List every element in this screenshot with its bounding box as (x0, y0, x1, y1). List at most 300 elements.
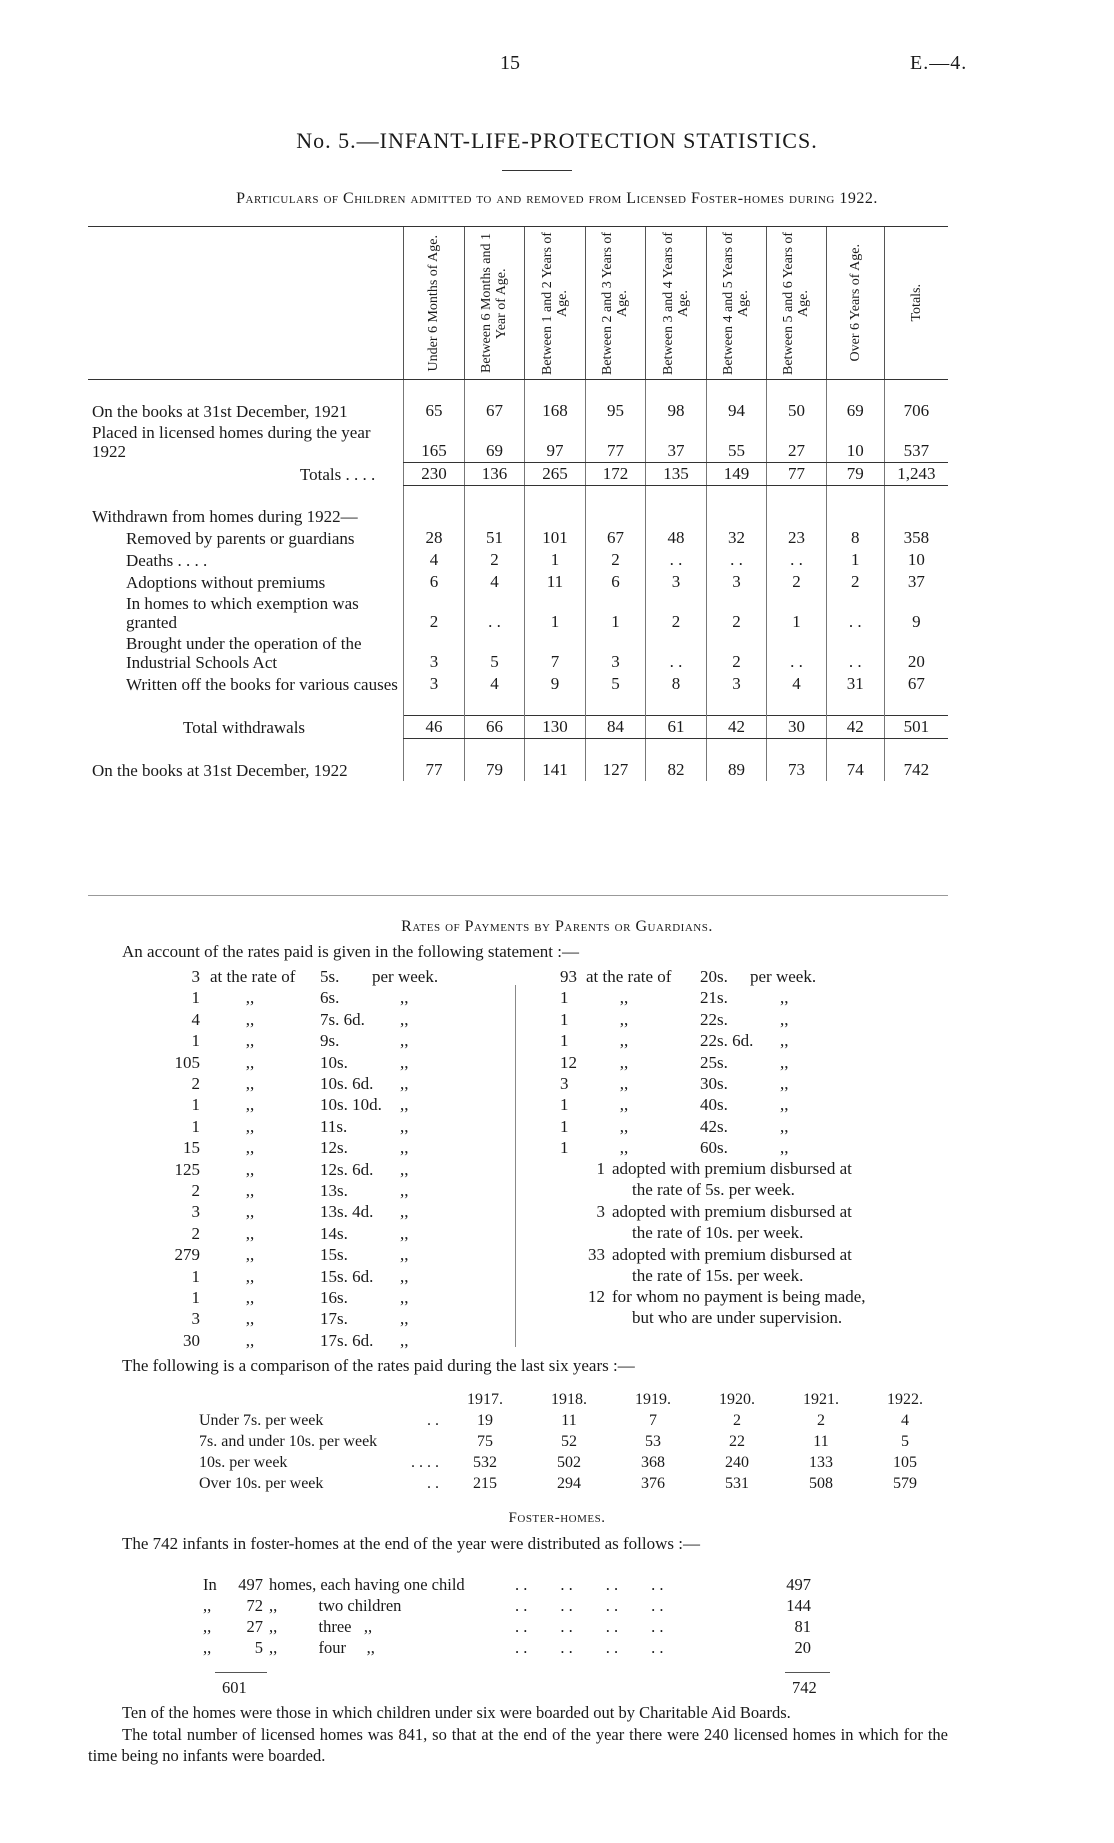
cell: 46 (404, 715, 465, 738)
sum-rule-right (785, 1672, 830, 1673)
foster-homes-table (200, 1574, 814, 1658)
rate-amount: 25s. (700, 1052, 728, 1072)
cell: 77 (767, 462, 826, 485)
rate-amount: 15s. 6d. (320, 1266, 374, 1286)
rates-intro: An account of the rates paid is given in the following statement :— (122, 942, 579, 961)
homes-desc: homes, each having one child (269, 1574, 465, 1594)
cell: 94 (706, 400, 767, 422)
comparison-table (195, 1389, 947, 1494)
rate-amount: 60s. (700, 1138, 728, 1158)
rate-count: 2 (191, 1223, 200, 1243)
prefix: ,, (203, 1595, 212, 1615)
cell: 95 (585, 400, 646, 422)
cell: 2 (646, 593, 707, 633)
rate-ditto: ,, (245, 1116, 255, 1136)
cell: 358 (884, 527, 948, 549)
col-header-8: Totals. (884, 227, 948, 380)
rate-entry (150, 1201, 510, 1222)
note-line-1: adopted with premium disbursed at (612, 1201, 852, 1221)
cell: 20 (884, 633, 948, 673)
row-total: 144 (786, 1595, 811, 1615)
totals-row (88, 462, 948, 485)
header-row (88, 227, 948, 380)
prefix: ,, (203, 1637, 212, 1657)
rate-ditto: ,, (619, 1052, 629, 1072)
leader-dots: . . . . . . . . (515, 1595, 664, 1615)
cell: 2 (826, 571, 884, 593)
rate-ditto: ,, (780, 1031, 789, 1051)
row-label: 7s. and under 10s. per week (199, 1432, 378, 1450)
cell: 168 (525, 400, 586, 422)
table-row (200, 1595, 814, 1616)
cell: 55 (706, 422, 767, 462)
cell: 1 (767, 593, 826, 633)
cell: 19 (477, 1411, 493, 1429)
rate-ditto: ,, (400, 988, 409, 1008)
rate-note (560, 1286, 950, 1329)
cell: 4 (404, 549, 465, 571)
rate-amount: 10s. (320, 1052, 348, 1072)
rate-ditto: ,, (245, 1159, 255, 1179)
note-line-2: the rate of 10s. per week. (632, 1222, 804, 1242)
rate-ditto: ,, (400, 1138, 409, 1158)
cell: 50 (767, 400, 826, 422)
col-header-2: Between 1 and 2 Years of Age. (525, 227, 586, 380)
cell: 66 (464, 715, 525, 738)
cell: 1 (585, 593, 646, 633)
rate-entry (560, 1137, 950, 1158)
rate-count: 2 (191, 1181, 200, 1200)
foster-homes-intro: The 742 infants in foster-homes at the end of the year were distributed as follows :— (122, 1534, 700, 1553)
cell: 136 (464, 462, 525, 485)
note-count: 3 (596, 1201, 605, 1221)
cell: 10 (884, 549, 948, 571)
rate-amount: 16s. (320, 1288, 348, 1307)
rate-count: 1 (191, 988, 200, 1008)
cell: . . (826, 633, 884, 673)
comparison-header-row (195, 1389, 947, 1410)
rate-entry (150, 966, 510, 987)
cell: 53 (645, 1432, 661, 1450)
sum-rule-left (215, 1672, 267, 1673)
table-row (195, 1452, 947, 1473)
rate-ditto: ,, (400, 1095, 409, 1115)
note-line-2: the rate of 15s. per week. (632, 1265, 804, 1285)
prefix: In (203, 1574, 217, 1594)
cell: 11 (813, 1432, 829, 1450)
rate-entry (150, 1266, 510, 1287)
rate-ditto: ,, (245, 1181, 255, 1200)
rate-entry (150, 987, 510, 1008)
cell: 52 (561, 1432, 577, 1450)
cell: 376 (641, 1474, 665, 1492)
page-number: 15 (500, 52, 520, 74)
rate-ditto: ,, (400, 1330, 409, 1350)
cell: 79 (826, 462, 884, 485)
cell: 42 (706, 715, 767, 738)
cell: 11 (525, 571, 586, 593)
cell: 6 (404, 571, 465, 593)
cell: 1,243 (884, 462, 948, 485)
cell: 97 (525, 422, 586, 462)
cell: 65 (404, 400, 465, 422)
row-label: Brought under the operation of the Industrial Schools Act (126, 633, 362, 672)
table-row (88, 400, 948, 422)
row-label: Total withdrawals (183, 718, 306, 737)
note-line-2: the rate of 5s. per week. (632, 1180, 795, 1199)
rate-entry (560, 1094, 950, 1115)
cell: 7 (649, 1411, 657, 1429)
table-bottom-rule (88, 895, 948, 896)
prefix: ,, (203, 1616, 212, 1636)
rate-count: 1 (191, 1288, 200, 1307)
cell: 4 (901, 1411, 909, 1429)
row-label: In homes to which exemption was granted (126, 593, 359, 632)
rate-amount: 9s. (320, 1031, 340, 1051)
cell: 74 (826, 759, 884, 781)
rate-entry (150, 1116, 510, 1137)
cell: 265 (525, 462, 586, 485)
rate-entry (150, 1223, 510, 1244)
row-total: 20 (794, 1637, 811, 1657)
cell: 706 (884, 400, 948, 422)
rate-count: 3 (191, 1309, 200, 1329)
cell: 2 (585, 549, 646, 571)
cell: 537 (884, 422, 948, 462)
rate-entry (150, 1330, 510, 1351)
cell: 69 (826, 400, 884, 422)
rate-entry (150, 1009, 510, 1030)
cell: 742 (884, 759, 948, 781)
cell: 230 (404, 462, 465, 485)
rate-ditto: ,, (780, 988, 789, 1008)
rate-count: 105 (174, 1052, 200, 1072)
cell: . . (646, 633, 707, 673)
table-row (88, 673, 948, 695)
cell: 105 (893, 1453, 917, 1471)
year-header: 1920. (719, 1390, 755, 1408)
table-row (88, 422, 948, 462)
rate-ditto: ,, (400, 1288, 409, 1307)
rate-per-week: per week. (750, 967, 817, 986)
statistics-table (88, 226, 948, 781)
leader-dots: . . . . . . . . (515, 1616, 664, 1636)
row-label: Adoptions without premiums (126, 572, 326, 592)
rate-count: 2 (191, 1074, 200, 1093)
cell: 172 (585, 462, 646, 485)
rate-at-label: at the rate of (586, 967, 672, 986)
rate-ditto: ,, (400, 1309, 409, 1329)
rate-ditto: ,, (619, 1138, 629, 1158)
cell: 42 (826, 715, 884, 738)
row-label: On the books at 31st December, 1922 (92, 760, 348, 780)
table-row (88, 549, 948, 571)
rate-per-week: per week. (372, 967, 439, 986)
year-header: 1918. (551, 1390, 587, 1408)
title-rule (502, 170, 572, 171)
rate-entry (560, 1116, 950, 1137)
cell: 77 (404, 759, 465, 781)
cell: 8 (826, 527, 884, 549)
cell: 27 (767, 422, 826, 462)
cell: 9 (525, 673, 586, 695)
rate-amount: 22s. (700, 1009, 728, 1029)
rate-ditto: ,, (400, 1202, 409, 1222)
rate-ditto: ,, (619, 1031, 629, 1051)
table-row (200, 1616, 814, 1637)
leader-dots: . . . . (411, 1453, 439, 1471)
cell: 2 (706, 633, 767, 673)
rate-count: 1 (191, 1095, 200, 1115)
rate-count: 1 (191, 1116, 200, 1136)
cell: 2 (706, 593, 767, 633)
leader-dots: . . (427, 1474, 439, 1492)
homes-count: 497 (238, 1574, 263, 1594)
rate-count: 93 (560, 967, 577, 986)
rate-count: 1 (560, 988, 569, 1008)
cell: 3 (646, 571, 707, 593)
page-title: No. 5.—INFANT-LIFE-PROTECTION STATISTICS. (296, 128, 818, 153)
rate-ditto: ,, (400, 1245, 409, 1265)
cell: 37 (646, 422, 707, 462)
homes-desc: ,, four ,, (269, 1637, 375, 1657)
cell: 4 (767, 673, 826, 695)
note-line-1: for whom no payment is being made, (612, 1287, 866, 1307)
cell: . . (767, 549, 826, 571)
cell: 75 (477, 1432, 493, 1450)
table-row (195, 1431, 947, 1452)
rate-amount: 10s. 6d. (320, 1074, 374, 1093)
cell: 10 (826, 422, 884, 462)
sum-homes: 601 (222, 1678, 247, 1697)
homes-desc: ,, two children (269, 1595, 402, 1615)
rate-ditto: ,, (245, 1009, 255, 1029)
rate-amount: 13s. (320, 1181, 348, 1200)
cell: 84 (585, 715, 646, 738)
cell: 77 (585, 422, 646, 462)
rate-ditto: ,, (780, 1009, 789, 1029)
note-line-2: but who are under supervision. (632, 1308, 843, 1328)
table-row (195, 1410, 947, 1431)
closing-paragraph-2: The total number of licensed homes was 841, so that at the end of the year there were 240 licensed homes in which for the time being no infants were boarded. (88, 1725, 948, 1765)
cell: 51 (464, 527, 525, 549)
on-books-end-row (88, 759, 948, 781)
row-label: Written off the books for various causes (126, 674, 398, 694)
comparison-intro: The following is a comparison of the rates paid during the last six years :— (122, 1356, 635, 1375)
cell: 165 (404, 422, 465, 462)
total-withdrawals-row (88, 715, 948, 738)
rates-column-divider (515, 985, 516, 1347)
rate-note (560, 1158, 950, 1201)
rate-entry (150, 1073, 510, 1094)
rate-amount: 12s. (320, 1138, 348, 1158)
rate-entry (150, 1287, 510, 1308)
rate-ditto: ,, (245, 988, 255, 1008)
rate-amount: 40s. (700, 1095, 728, 1115)
col-header-7: Over 6 Years of Age. (826, 227, 884, 380)
rate-entry (560, 1073, 950, 1094)
rate-amount: 30s. (700, 1074, 728, 1093)
cell: . . (826, 593, 884, 633)
cell: . . (464, 593, 525, 633)
cell: 240 (725, 1453, 749, 1471)
rate-ditto: ,, (245, 1052, 255, 1072)
table-row (88, 593, 948, 633)
cell: 368 (641, 1453, 665, 1471)
rate-ditto: ,, (780, 1138, 789, 1158)
cell: 127 (585, 759, 646, 781)
rate-amount: 22s. 6d. (700, 1031, 754, 1051)
rate-ditto: ,, (245, 1245, 255, 1265)
rate-entry (150, 1094, 510, 1115)
rate-count: 30 (183, 1330, 200, 1350)
rate-ditto: ,, (245, 1074, 255, 1093)
cell: 69 (464, 422, 525, 462)
cell: 22 (729, 1432, 745, 1450)
row-label: Under 7s. per week (199, 1411, 324, 1429)
rate-count: 3 (560, 1074, 569, 1093)
rate-count: 1 (560, 1138, 569, 1158)
cell: 48 (646, 527, 707, 549)
note-count: 12 (588, 1287, 605, 1307)
rate-entry (150, 1180, 510, 1201)
rate-count: 1 (191, 1266, 200, 1286)
cell: 3 (706, 571, 767, 593)
rate-count: 125 (174, 1159, 200, 1179)
rate-ditto: ,, (245, 1309, 255, 1329)
rate-count: 1 (560, 1116, 569, 1136)
table-row (88, 633, 948, 673)
rate-note (560, 1201, 950, 1244)
cell: 1 (826, 549, 884, 571)
cell: 3 (706, 673, 767, 695)
rate-entry (150, 1052, 510, 1073)
rate-entry (150, 1244, 510, 1265)
note-count: 33 (588, 1244, 605, 1264)
row-label: On the books at 31st December, 1921 (92, 402, 348, 421)
rate-ditto: ,, (245, 1095, 255, 1115)
col-header-5: Between 4 and 5 Years of Age. (706, 227, 767, 380)
rate-ditto: ,, (245, 1266, 255, 1286)
cell: 5 (901, 1432, 909, 1450)
rate-ditto: ,, (780, 1095, 789, 1115)
rate-entry (150, 1030, 510, 1051)
rate-ditto: ,, (619, 1009, 629, 1029)
rate-count: 1 (560, 1009, 569, 1029)
rate-count: 3 (191, 967, 200, 986)
cell: 2 (404, 593, 465, 633)
cell: 7 (525, 633, 586, 673)
cell: 4 (464, 571, 525, 593)
table-row (195, 1473, 947, 1494)
rate-amount: 20s. (700, 967, 728, 986)
cell: 8 (646, 673, 707, 695)
rate-amount: 10s. 10d. (320, 1095, 382, 1115)
rate-amount: 14s. (320, 1223, 348, 1243)
cell: 5 (585, 673, 646, 695)
rate-entry (560, 1052, 950, 1073)
rate-ditto: ,, (400, 1074, 409, 1093)
rate-ditto: ,, (619, 988, 629, 1008)
rate-ditto: ,, (400, 1009, 409, 1029)
row-total: 81 (794, 1616, 811, 1636)
rate-ditto: ,, (245, 1330, 255, 1350)
cell: 133 (809, 1453, 833, 1471)
cell: 4 (464, 673, 525, 695)
rate-ditto: ,, (780, 1052, 789, 1072)
cell: 89 (706, 759, 767, 781)
cell: 149 (706, 462, 767, 485)
rate-entry (560, 1009, 950, 1030)
rate-ditto: ,, (245, 1223, 255, 1243)
cell: 5 (464, 633, 525, 673)
homes-desc: ,, three ,, (269, 1616, 373, 1636)
cell: 135 (646, 462, 707, 485)
year-header: 1919. (635, 1390, 671, 1408)
note-line-1: adopted with premium disbursed at (612, 1244, 852, 1264)
rate-ditto: ,, (245, 1031, 255, 1051)
cell: 9 (884, 593, 948, 633)
cell: . . (767, 633, 826, 673)
rate-amount: 17s. 6d. (320, 1330, 374, 1350)
homes-count: 72 (246, 1595, 263, 1615)
table-row (88, 527, 948, 549)
rate-entry (560, 966, 950, 987)
rate-ditto: ,, (245, 1138, 255, 1158)
rate-ditto: ,, (619, 1074, 629, 1093)
cell: 6 (585, 571, 646, 593)
cell: 2 (464, 549, 525, 571)
header-blank (88, 227, 404, 380)
col-header-4: Between 3 and 4 Years of Age. (646, 227, 707, 380)
rate-amount: 42s. (700, 1116, 728, 1136)
cell: 11 (561, 1411, 577, 1429)
cell: 1 (525, 593, 586, 633)
rate-entry (560, 987, 950, 1008)
cell: 215 (473, 1474, 497, 1492)
table-subtitle: Particulars of Children admitted to and removed from Licensed Foster-homes during 1922. (236, 190, 878, 207)
rate-amount: 6s. (320, 988, 340, 1008)
rate-entry (560, 1030, 950, 1051)
homes-count: 5 (254, 1637, 263, 1657)
rate-amount: 15s. (320, 1245, 348, 1265)
rate-ditto: ,, (400, 1159, 409, 1179)
year-header: 1921. (803, 1390, 839, 1408)
cell: 532 (473, 1453, 497, 1471)
col-header-3: Between 2 and 3 Years of Age. (585, 227, 646, 380)
rate-amount: 21s. (700, 988, 728, 1008)
row-label: Over 10s. per week (199, 1474, 324, 1492)
cell: 1 (525, 549, 586, 571)
cell: 130 (525, 715, 586, 738)
rate-entry (150, 1308, 510, 1329)
row-label: Deaths . . . . (126, 550, 208, 570)
table-row (200, 1637, 814, 1658)
cell: 30 (767, 715, 826, 738)
cell: 31 (826, 673, 884, 695)
note-count: 1 (596, 1159, 605, 1178)
closing-paragraph-1: Ten of the homes were those in which children under six were boarded out by Charitable Aid Boards. (122, 1703, 791, 1722)
cell: 2 (817, 1411, 825, 1429)
cell: 502 (557, 1453, 581, 1471)
cell: 2 (733, 1411, 741, 1429)
rate-ditto: ,, (245, 1288, 255, 1307)
cell: 67 (585, 527, 646, 549)
rates-heading: Rates of Payments by Parents or Guardians. (401, 918, 713, 935)
foster-homes-heading: Foster-homes. (508, 1510, 606, 1526)
rate-ditto: ,, (400, 1181, 409, 1200)
cell: 37 (884, 571, 948, 593)
